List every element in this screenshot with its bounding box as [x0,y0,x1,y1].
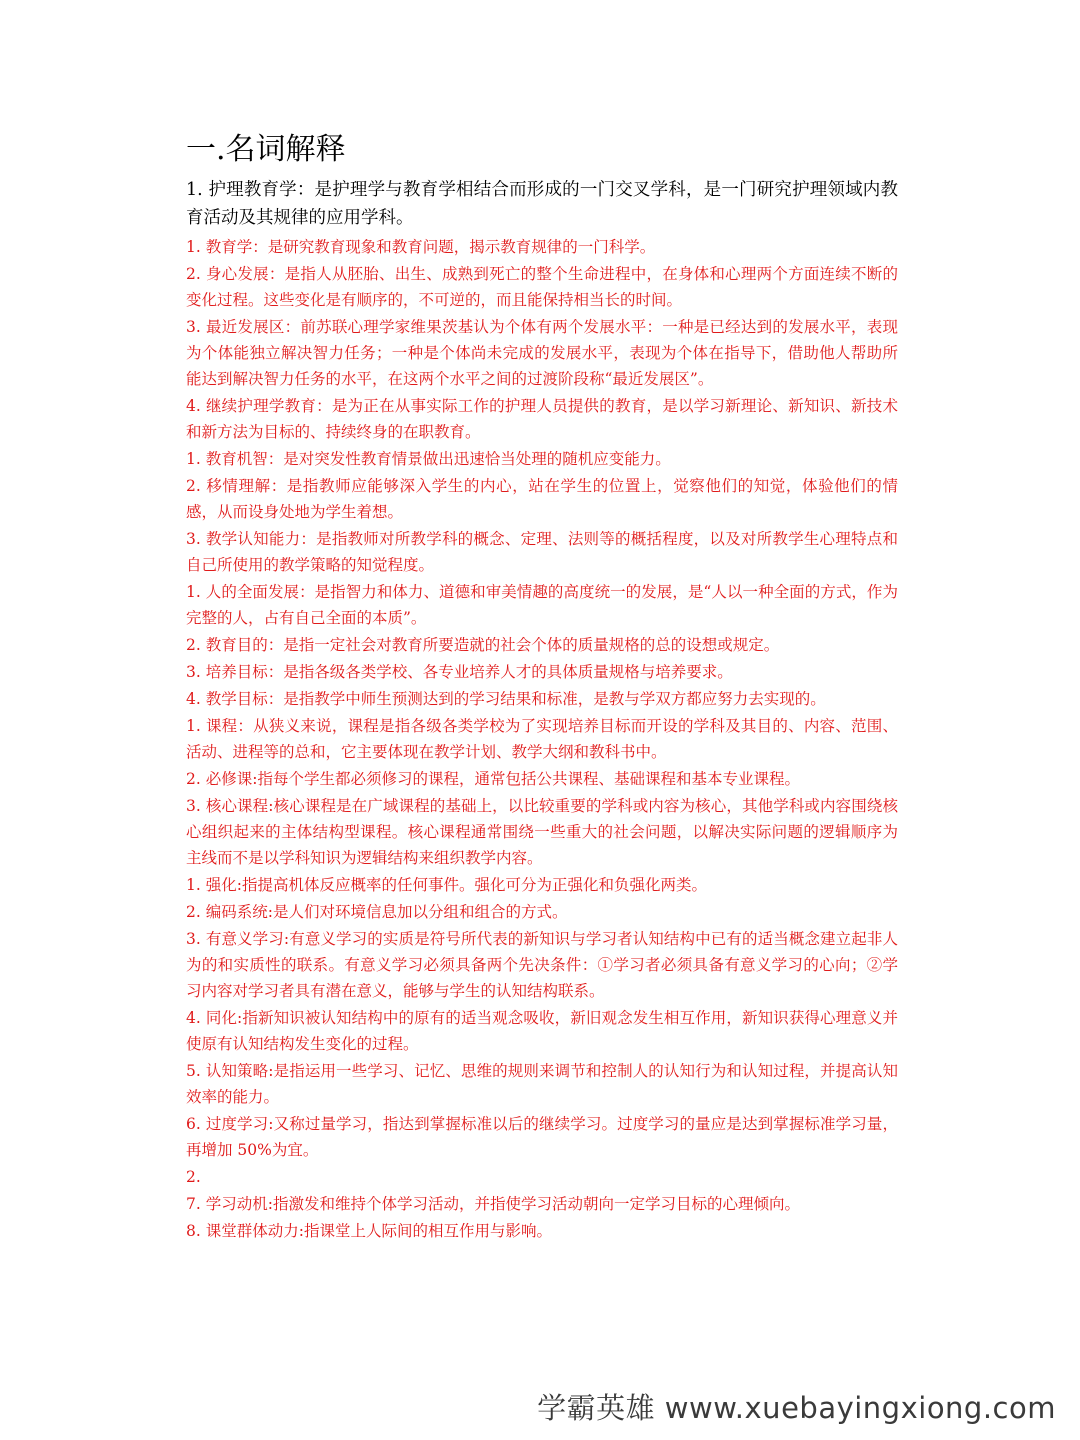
section-heading: 一.名词解释 [186,132,346,167]
definition-entry: 3. 教学认知能力：是指教师对所教学科的概念、定理、法则等的概括程度，以及对所教学生心理特点和自己所使用的教学策略的知觉程度。 [186,530,898,574]
definition-entry: 1. 人的全面发展：是指智力和体力、道德和审美情趣的高度统一的发展，是“人以一种全面的方式，作为完整的人，占有自己全面的本质”。 [186,583,898,627]
definition-list [186,176,898,1244]
definition-entry: 8. 课堂群体动力:指课堂上人际间的相互作用与影响。 [186,1222,552,1240]
definition-entry: 1. 课程：从狭义来说，课程是指各级各类学校为了实现培养目标而开设的学科及其目的、内容、范围、活动、进程等的总和，它主要体现在教学计划、教学大纲和教科书中。 [186,717,898,761]
definition-entry: 3. 核心课程:核心课程是在广域课程的基础上，以比较重要的学科或内容为核心，其他学科或内容围绕核心组织起来的主体结构型课程。核心课程通常围绕一些重大的社会问题，以解决实际问题的逻辑顺序为主线而不是以学科知识为逻辑结构来组织教学内容。 [186,797,898,867]
definition-entry: 7. 学习动机:指激发和维持个体学习活动，并指使学习活动朝向一定学习目标的心理倾向。 [186,1195,800,1213]
definition-entry: 3. 最近发展区：前苏联心理学家维果茨基认为个体有两个发展水平：一种是已经达到的发展水平，表现为个体能独立解决智力任务；一种是个体尚未完成的发展水平，表现为个体在指导下，借助他人帮助所能达到解决智力任务的水平，在这两个水平之间的过渡阶段称“最近发展区”。 [186,318,898,388]
definition-entry: 3. 有意义学习:有意义学习的实质是符号所代表的新知识与学习者认知结构中已有的适当概念建立起非人为的和实质性的联系。有意义学习必须具备两个先决条件：①学习者必须具备有意义学习的心向；②学习内容对学习者具有潜在意义，能够与学生的认知结构联系。 [186,930,898,1000]
definition-entry: 4. 继续护理学教育：是为正在从事实际工作的护理人员提供的教育，是以学习新理论、新知识、新技术和新方法为目标的、持续终身的在职教育。 [186,397,898,441]
definition-entry: 2. 移情理解：是指教师应能够深入学生的内心，站在学生的位置上，觉察他们的知觉，体验他们的情感，从而设身处地为学生着想。 [186,477,898,521]
definition-entry: 1. 教育学：是研究教育现象和教育问题，揭示教育规律的一门科学。 [186,238,656,256]
definition-entry: 6. 过度学习:又称过量学习，指达到掌握标准以后的继续学习。过度学习的量应是达到掌握标准学习量，再增加 50%为宜。 [186,1115,898,1159]
definition-entry: 2. 身心发展：是指人从胚胎、出生、成熟到死亡的整个生命进程中，在身体和心理两个方面连续不断的变化过程。这些变化是有顺序的，不可逆的，而且能保持相当长的时间。 [186,265,898,309]
document-page [186,128,898,1245]
definition-entry: 2. 必修课:指每个学生都必须修习的课程，通常包括公共课程、基础课程和基本专业课程。 [186,770,800,788]
definition-entry: 3. 培养目标：是指各级各类学校、各专业培养人才的具体质量规格与培养要求。 [186,663,733,681]
site-watermark: 学霸英雄 www.xuebayingxiong.com [537,1391,1056,1425]
definition-entry: 4. 教学目标：是指教学中师生预测达到的学习结果和标准，是教与学双方都应努力去实现的。 [186,690,826,708]
definition-entry: 1. 教育机智：是对突发性教育情景做出迅速恰当处理的随机应变能力。 [186,450,671,468]
definition-entry: 5. 认知策略:是指运用一些学习、记忆、思维的规则来调节和控制人的认知行为和认知过程，并提高认知效率的能力。 [186,1062,898,1106]
definition-entry: 1. 强化:指提高机体反应概率的任何事件。强化可分为正强化和负强化两类。 [186,876,707,894]
definition-entry: 1. 护理教育学：是护理学与教育学相结合而形成的一门交叉学科，是一门研究护理领域内教育活动及其规律的应用学科。 [186,180,898,228]
definition-entry: 2. 编码系统:是人们对环境信息加以分组和组合的方式。 [186,903,568,921]
definition-entry: 2. 教育目的：是指一定社会对教育所要造就的社会个体的质量规格的总的设想或规定。 [186,636,780,654]
definition-entry: 4. 同化:指新知识被认知结构中的原有的适当观念吸收，新旧观念发生相互作用，新知识获得心理意义并使原有认知结构发生变化的过程。 [186,1009,898,1053]
definition-entry: 2. [186,1168,201,1186]
